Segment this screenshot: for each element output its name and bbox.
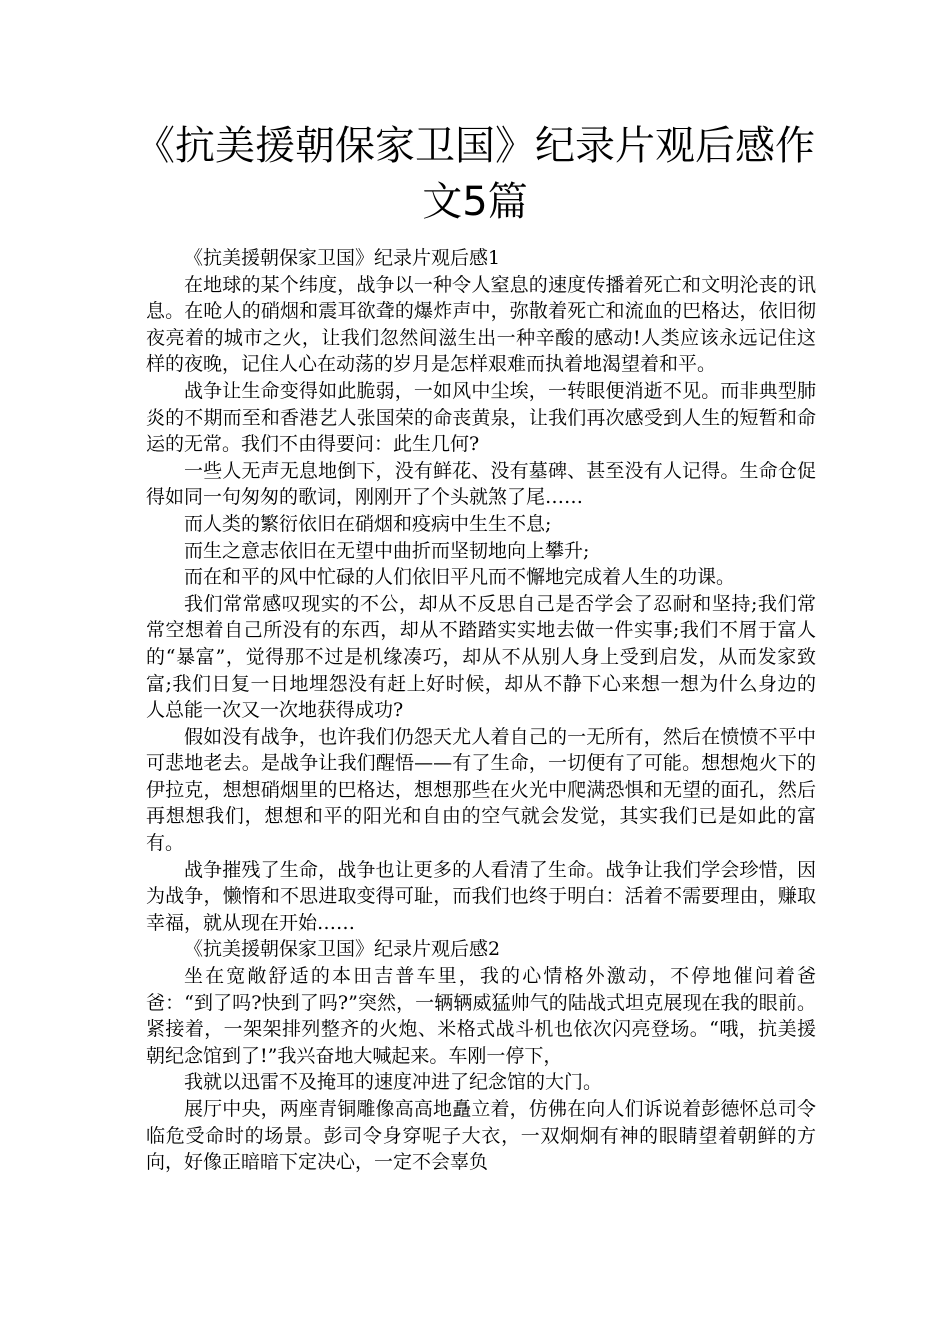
paragraph: 在地球的某个纬度，战争以一种令人窒息的速度传播着死亡和文明沦丧的讯息。在呛人的硝烟和震耳欲聋的爆炸声中，弥散着死亡和流血的巴格达，依旧彻夜亮着的城市之火，让我们忽然间滋生出一种辛酸的感动!人类应该永远记住这样的夜晚，记住人心在动荡的岁月是怎样艰难而执着地渴望着和平。 bbox=[146, 273, 816, 376]
document-title: 《抗美援朝保家卫国》纪录片观后感作文5篇 bbox=[135, 123, 815, 225]
paragraph: 而人类的繁衍依旧在硝烟和疫病中生生不息; bbox=[184, 512, 552, 535]
paragraph: 展厅中央，两座青铜雕像高高地矗立着，仿佛在向人们诉说着彭德怀总司令临危受命时的场景。彭司令身穿呢子大衣，一双炯炯有神的眼睛望着朝鲜的方向，好像正暗暗下定决心，一定不会辜负 bbox=[146, 1098, 816, 1174]
paragraph: 而在和平的风中忙碌的人们依旧平凡而不懈地完成着人生的功课。 bbox=[184, 566, 736, 589]
section-heading-1: 《抗美援朝保家卫国》纪录片观后感1 bbox=[184, 247, 501, 269]
section-heading-2: 《抗美援朝保家卫国》纪录片观后感2 bbox=[184, 938, 501, 961]
paragraph: 战争让生命变得如此脆弱，一如风中尘埃，一转眼便消逝不见。而非典型肺炎的不期而至和香港艺人张国荣的命丧黄泉，让我们再次感受到人生的短暂和命运的无常。我们不由得要问：此生几何? bbox=[146, 379, 816, 456]
document-body bbox=[146, 245, 816, 1176]
paragraph: 战争摧残了生命，战争也让更多的人看清了生命。战争让我们学会珍惜，因为战争，懒惰和不思进取变得可耻，而我们也终于明白：活着不需要理由，赚取幸福，就从现在开始…… bbox=[146, 858, 816, 934]
paragraph: 一些人无声无息地倒下，没有鲜花、没有墓碑、甚至没有人记得。生命仓促得如同一句匆匆的歌词，刚刚开了个头就煞了尾…… bbox=[146, 459, 816, 509]
paragraph: 而生之意志依旧在无望中曲折而坚韧地向上攀升; bbox=[184, 539, 590, 562]
paragraph: 假如没有战争，也许我们仍怨天尤人着自己的一无所有，然后在愤愤不平中可悲地老去。是战争让我们醒悟——有了生命，一切便有了可能。想想炮火下的伊拉克，想想硝烟里的巴格达，想想那些在火光中爬满恐惧和无望的面孔，然后再想想我们，想想和平的阳光和自由的空气就会发觉，其实我们已是如此的富有。 bbox=[146, 725, 816, 855]
paragraph: 我就以迅雷不及掩耳的速度冲进了纪念馆的大门。 bbox=[184, 1071, 603, 1094]
paragraph: 坐在宽敞舒适的本田吉普车里，我的心情格外激动，不停地催问着爸爸：“到了吗?快到了吗?”突然，一辆辆威猛帅气的陆战式坦克展现在我的眼前。紧接着，一架架排列整齐的火炮、米格式战斗机也依次闪亮登场。“哦，抗美援朝纪念馆到了!”我兴奋地大喊起来。车刚一停下， bbox=[146, 965, 816, 1067]
paragraph: 我们常常感叹现实的不公，却从不反思自己是否学会了忍耐和坚持;我们常常空想着自己所没有的东西，却从不踏踏实实地去做一件实事;我们不屑于富人的“暴富”，觉得那不过是机缘凑巧，却从不从别人身上受到启发，从而发家致富;我们日复一日地埋怨没有赶上好时候，却从不静下心来想一想为什么身边的人总能一次又一次地获得成功? bbox=[146, 592, 816, 722]
